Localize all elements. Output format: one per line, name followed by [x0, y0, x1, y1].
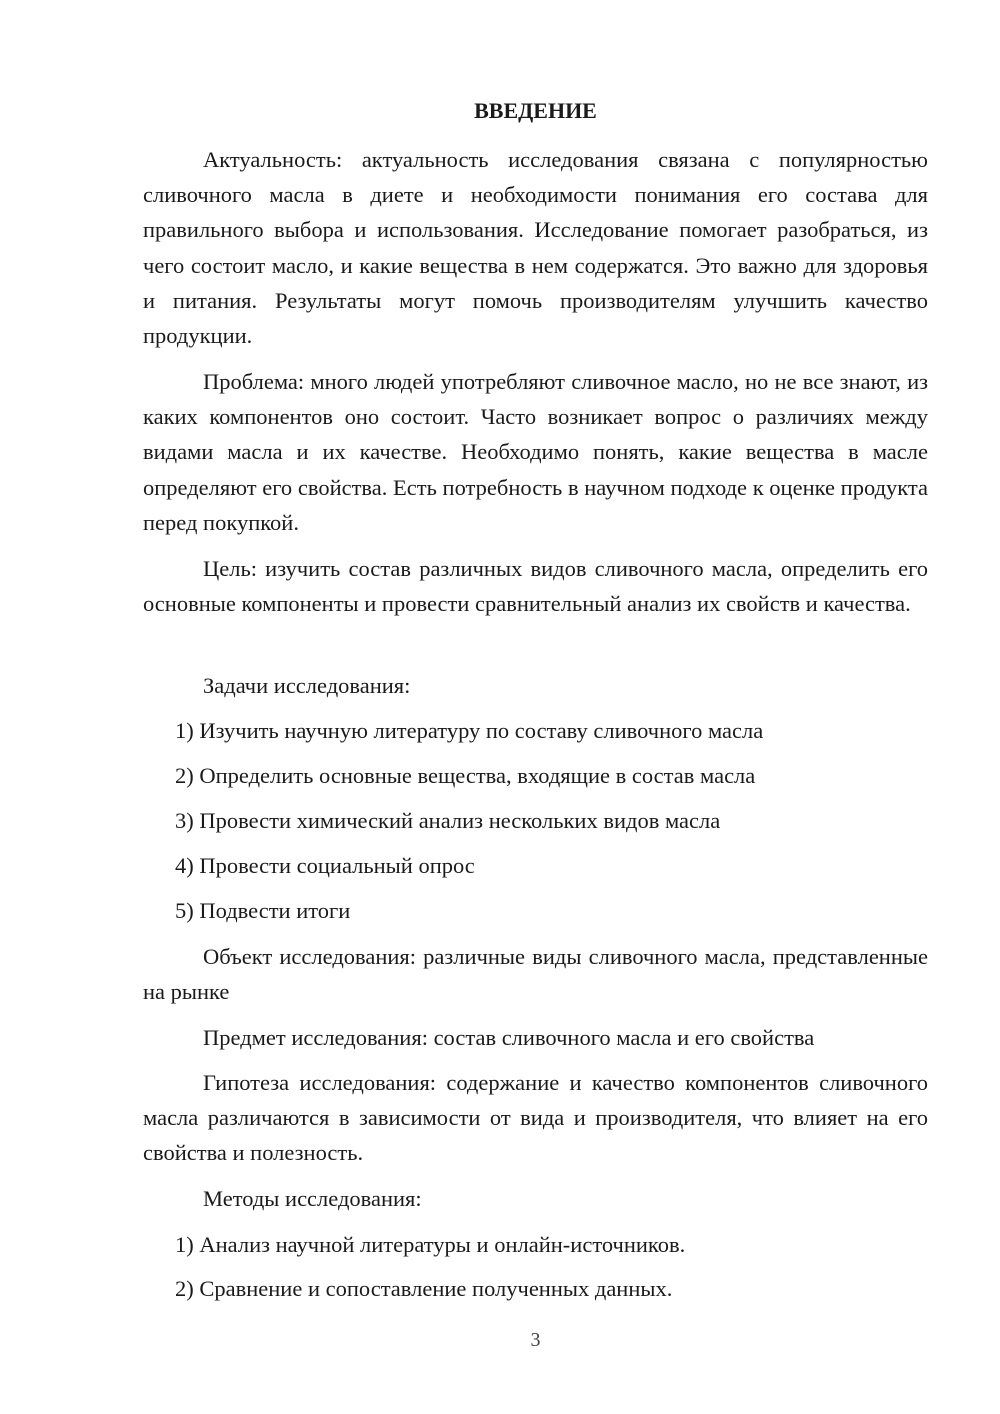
page-number: 3 — [530, 1329, 541, 1351]
method-item-1: 1) Анализ научной литературы и онлайн-источников. — [175, 1232, 686, 1257]
object-paragraph: Объект исследования: различные виды сливочного масла, представленные на рынке — [143, 944, 928, 1005]
task-item-1: 1) Изучить научную литературу по составу сливочного масла — [175, 718, 764, 743]
hypothesis-paragraph: Гипотеза исследования: содержание и качество компонентов сливочного масла различаются в зависимости от вида и производителя, что влияет на его свойства и полезность. — [143, 1070, 928, 1166]
method-item-2: 2) Сравнение и сопоставление полученных данных. — [175, 1276, 673, 1301]
task-item-2: 2) Определить основные вещества, входящие в состав масла — [175, 763, 756, 788]
task-item-5: 5) Подвести итоги — [175, 898, 351, 923]
methods-title: Методы исследования: — [203, 1186, 422, 1211]
tasks-title: Задачи исследования: — [203, 673, 411, 698]
problem-paragraph: Проблема: много людей употребляют сливочное масло, но не все знают, из каких компонентов оно состоит. Часто возникает вопрос о различиях между видами масла и их качестве. Необходимо понять, какие вещества в масле определяют его свойства. Есть потребность в научном подходе к оценке продукта перед покупкой. — [143, 369, 928, 535]
task-item-4: 4) Провести социальный опрос — [175, 853, 475, 878]
section-heading: ВВЕДЕНИЕ — [474, 98, 597, 123]
goal-paragraph: Цель: изучить состав различных видов сливочного масла, определить его основные компоненты и провести сравнительный анализ их свойств и качества. — [143, 556, 928, 617]
subject-line: Предмет исследования: состав сливочного масла и его свойства — [203, 1025, 815, 1050]
relevance-paragraph: Актуальность: актуальность исследования связана с популярностью сливочного масла в диете и необходимости понимания его состава для правильного выбора и использования. Исследование помогает разобраться, из чего состоит масло, и какие вещества в нем содержатся. Это важно для здоровья и питания. Результаты могут помочь производителям улучшить качество продукции. — [143, 147, 928, 349]
task-item-3: 3) Провести химический анализ нескольких видов масла — [175, 808, 721, 833]
document-page — [143, 0, 928, 1414]
